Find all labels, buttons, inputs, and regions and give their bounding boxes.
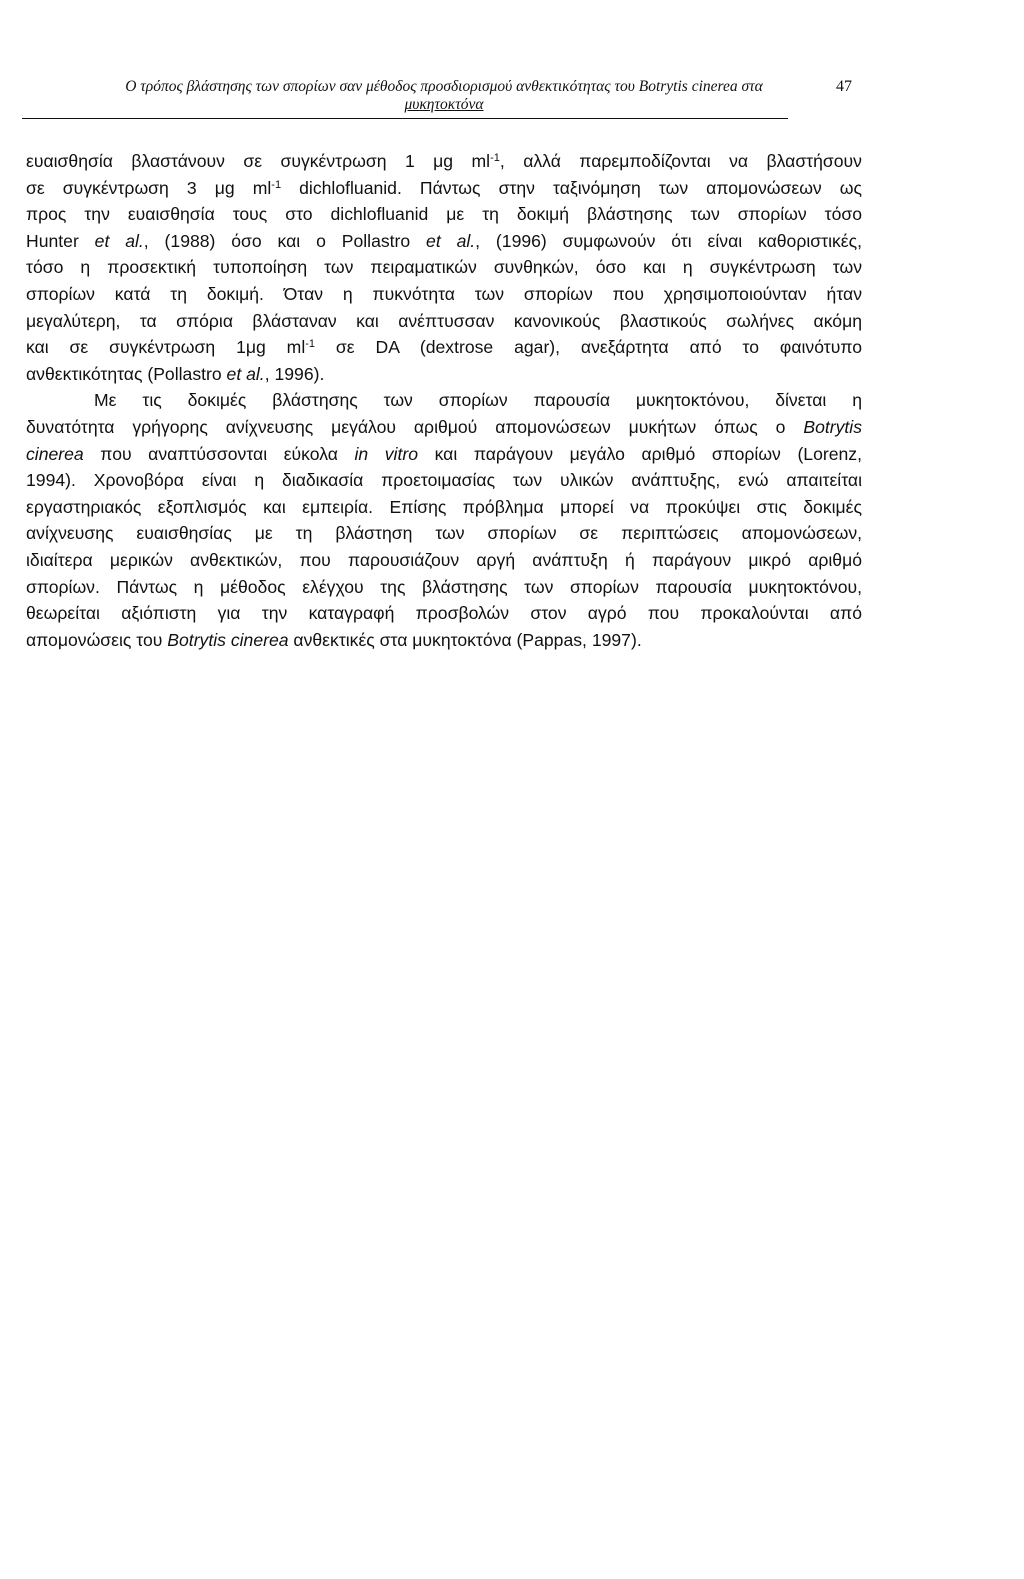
text-line: προς την ευαισθησία τους στο dichlofluanid με τη δοκιμή βλάστησης των σπορίων τόσο <box>26 204 862 225</box>
text-line: εργαστηριακός εξοπλισμός και εμπειρία. Επίσης πρόβλημα μπορεί να προκύψει στις δοκιμές <box>26 496 862 517</box>
text-line: Με τις δοκιμές βλάστησης των σπορίων παρουσία μυκητοκτόνου, δίνεται η <box>94 390 862 411</box>
body-text <box>26 148 862 653</box>
page-number: 47 <box>836 78 852 95</box>
text-line: ευαισθησία βλαστάνουν σε συγκέντρωση 1 μg $ml^{-1}$, αλλά παρεμποδίζονται να βλαστήσουν <box>26 151 862 171</box>
text-line: cinerea που αναπτύσσονται εύκολα in vitro και παράγουν μεγάλο αριθμό σπορίων (Lorenz, <box>26 443 862 464</box>
text-line: τόσο η προσεκτική τυποποίηση των πειραματικών συνθηκών, όσο και η συγκέντρωση των <box>26 257 862 278</box>
text-line: μεγαλύτερη, τα σπόρια βλάσταναν και ανέπτυσσαν κανονικούς βλαστικούς σωλήνες ακόμη <box>26 310 862 331</box>
text-line: δυνατότητα γρήγορης ανίχνευσης μεγάλου αριθμού απομονώσεων μυκήτων όπως ο Botrytis <box>26 416 862 437</box>
text-line: ιδιαίτερα μερικών ανθεκτικών, που παρουσιάζουν αργή ανάπτυξη ή παράγουν μικρό αριθμό <box>26 549 862 570</box>
text-line: ανίχνευσης ευαισθησίας με τη βλάστηση των σπορίων σε περιπτώσεις απομονώσεων, <box>26 523 862 544</box>
text-line: ανθεκτικότητας (Pollastro et al., 1996). <box>26 363 325 384</box>
text-line: και σε συγκέντρωση 1μg $ml^{-1}$ σε DA (dextrose agar), ανεξάρτητα από το φαινότυπο <box>26 337 862 358</box>
text-line: σε συγκέντρωση 3 μg $ml^{-1}$ dichlofluanid. Πάντως στην ταξινόμηση των απομονώσεων ως <box>26 177 863 198</box>
text-line: Hunter et al., (1988) όσο και ο Pollastro et al., (1996) συμφωνούν ότι είναι καθοριστικές, <box>26 230 862 251</box>
running-header <box>40 78 848 114</box>
text-line: απομονώσεις του Botrytis cinerea ανθεκτικές στα μυκητοκτόνα (Pappas, 1997). <box>26 629 642 650</box>
running-header-title-continued: μυκητοκτόνα <box>404 96 484 113</box>
running-header-title: Ο τρόπος βλάστησης των σπορίων σαν μέθοδος προσδιορισμού ανθεκτικότητας του Botrytis cinerea στα <box>125 78 763 95</box>
header-rule <box>22 118 788 119</box>
text-line: θεωρείται αξιόπιστη για την καταγραφή προσβολών στον αγρό που προκαλούνται από <box>26 603 862 624</box>
text-line: σπορίων κατά τη δοκιμή. Όταν η πυκνότητα των σπορίων που χρησιμοποιούνταν ήταν <box>26 283 862 304</box>
text-line: σπορίων. Πάντως η μέθοδος ελέγχου της βλάστησης των σπορίων παρουσία μυκητοκτόνου, <box>26 576 862 597</box>
text-line: 1994). Χρονοβόρα είναι η διαδικασία προετοιμασίας των υλικών ανάπτυξης, ενώ απαιτείται <box>26 470 862 491</box>
